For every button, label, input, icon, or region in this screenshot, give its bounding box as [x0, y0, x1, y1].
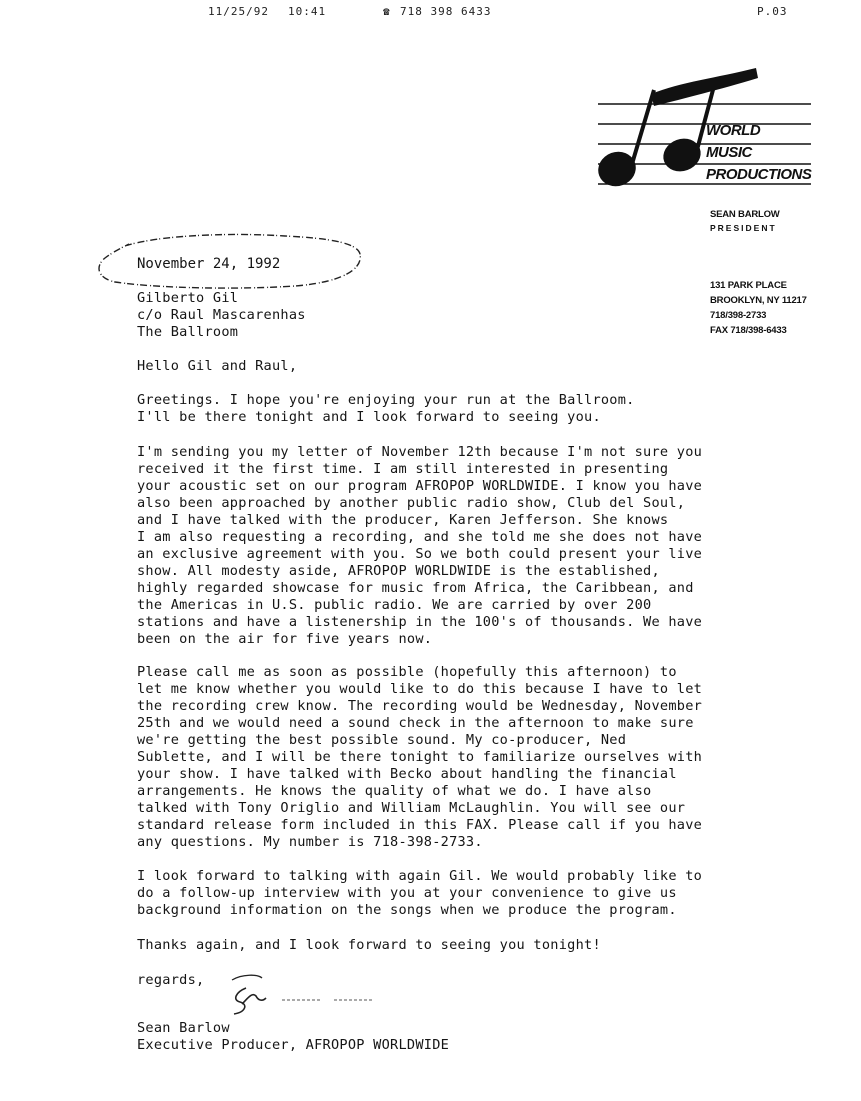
handwritten-signature [222, 970, 402, 1020]
signature-title: Executive Producer, AFROPOP WORLDWIDE [137, 1037, 450, 1053]
fax-phone: 718 398 6433 [400, 5, 492, 18]
logo-line-music: MUSIC [706, 144, 752, 161]
paragraph-text: Thanks again, and I look forward to seeing you tonight! [137, 937, 601, 953]
sender-block [710, 207, 780, 236]
logo-line-world: WORLD [706, 122, 761, 139]
paragraph-text: Please call me as soon as possible (hopefully this afternoon) to let me know whether you would like to do this because I have to let the recording crew know. The recording would be Wednesday, November 25th and we would need a sound check in the afternoon to make sure we're getting the best possible sound. My co-producer, Ned Sublette, and I will be there tonight to familiarize ourselves with your show. I have talked with Becko about handling the financial arrangements. He knows the quality of what we do. I have also talked with Tony Origlio and William McLaughlin. You will see our standard release form included in this FAX. Please call if you have any questions. My number is 718-398-2733. [137, 664, 703, 850]
letter-date: November 24, 1992 [137, 256, 281, 272]
paragraph-text: I look forward to talking with again Gil. We would probably like to do a follow-up interview with you at your convenience to give us background information on the songs when we produce the program. [137, 868, 703, 918]
paragraph-thanks [137, 937, 802, 954]
paragraph-request [137, 444, 802, 648]
salutation [137, 358, 802, 375]
phone-icon: ☎ [383, 5, 391, 18]
address-fax: FAX 718/398-6433 [710, 325, 787, 336]
recipient-care-of: c/o Raul Mascarenhas [137, 307, 306, 323]
company-logo [596, 60, 821, 195]
fax-date: 11/25/92 [208, 5, 269, 18]
recipient-block [137, 290, 802, 341]
paragraph-followup [137, 868, 802, 919]
paragraph-greetings [137, 392, 802, 426]
logo-line-productions: PRODUCTIONS [706, 166, 812, 183]
paragraph-text: Greetings. I hope you're enjoying your run at the Ballroom. I'll be there tonight and I look forward to seeing you. [137, 392, 635, 425]
signature-name: Sean Barlow [137, 1020, 230, 1036]
paragraph-call [137, 664, 802, 851]
address-phone: 718/398-2733 [710, 310, 767, 321]
paragraph-text: I'm sending you my letter of November 12th because I'm not sure you received it the first time. I am still interested in presenting your acoustic set on our program AFROPOP WORLDWIDE. I know you have also been approached by another public radio show, Club del Soul, and I have talked with the producer, Karen Jefferson. She knows I am also requesting a recording, and she told me she does not have an exclusive agreement with you. So we both could present your live show. All modesty aside, AFROPOP WORLDWIDE is the established, highly regarded showcase for music from Africa, the Caribbean, and the Americas in U.S. public radio. We are carried by over 200 stations and have a listenership in the 100's of thousands. We have been on the air for five years now. [137, 444, 703, 647]
signature-block [137, 1020, 802, 1054]
sender-title: PRESIDENT [710, 223, 777, 233]
closing-text: regards, [137, 972, 205, 988]
address-street: 131 PARK PLACE [710, 280, 787, 291]
address-city: BROOKLYN, NY 11217 [710, 295, 807, 306]
fax-page-number: P.03 [757, 5, 788, 18]
salutation-text: Hello Gil and Raul, [137, 358, 298, 374]
sender-name: SEAN BARLOW [710, 209, 780, 220]
fax-time: 10:41 [288, 5, 327, 18]
recipient-venue: The Ballroom [137, 324, 239, 340]
recipient-name: Gilberto Gil [137, 290, 239, 306]
